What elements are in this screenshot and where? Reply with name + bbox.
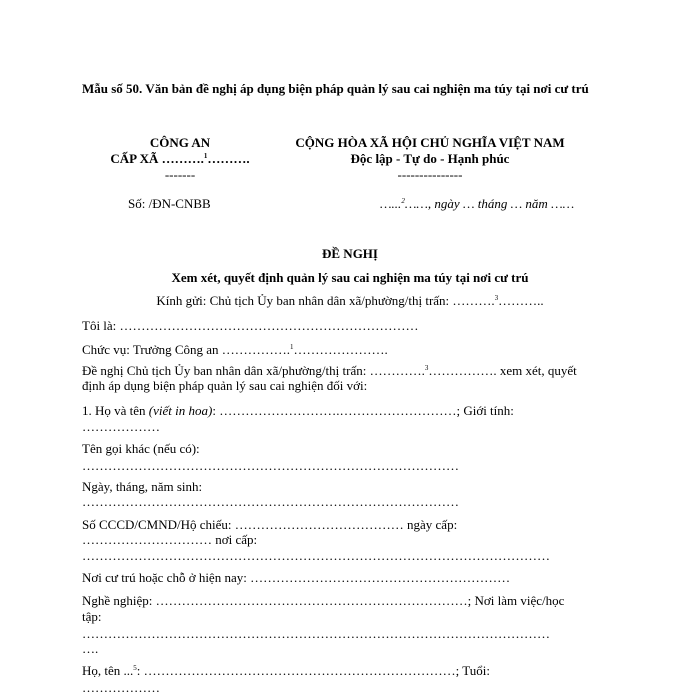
right-header-divider: --------------- xyxy=(397,167,463,182)
field-birth-date: Ngày, tháng, năm sinh: xyxy=(82,479,203,494)
document-title: ĐỀ NGHỊ xyxy=(322,246,378,261)
field-workplace-value-end: …. xyxy=(82,641,99,656)
request-line-2: định áp dụng biện pháp quản lý sau cai nghiện đối với: xyxy=(82,378,368,393)
field-subject-name: 1. Họ và tên (viết in hoa): ……………………….………………………; Giới tính: xyxy=(82,403,514,418)
field-relative-age-value: ……………… xyxy=(82,680,160,695)
document-date: …...$^2$……, ngày … tháng … năm …… xyxy=(380,196,575,211)
field-workplace-value: ……………………………………………………………………………………………… xyxy=(82,626,550,641)
field-residence: Nơi cư trú hoặc chỗ ở hiện nay: …………………………………………………… xyxy=(82,570,511,585)
document-number: Số: /ĐN-CNBB xyxy=(128,196,211,211)
request-line-1: Đề nghị Chủ tịch Ủy ban nhân dân xã/phường/thị trấn: ………….$^3$……………. xem xét, quyết xyxy=(82,363,577,378)
field-id-issue-place-value: ……………………………………………………………………………………………… xyxy=(82,548,550,563)
field-workplace-label: tập: xyxy=(82,609,102,624)
recipient: Kính gửi: Chủ tịch Ủy ban nhân dân xã/phường/thị trấn: ……….$^3$……….. xyxy=(156,293,544,308)
form-title: Mẫu số 50. Văn bản đề nghị áp dụng biện pháp quản lý sau cai nghiện ma túy tại nơi cư trú xyxy=(82,81,589,96)
field-position: Chức vụ: Trưởng Công an …………….$^1$…………………. xyxy=(82,342,388,357)
field-full-name-reporter: Tôi là: …………………………………………………………… xyxy=(82,318,419,333)
field-gender-value: ……………… xyxy=(82,419,160,434)
left-header-agency: CÔNG AN xyxy=(149,135,211,150)
field-relative-name: Họ, tên ...$^5$: ………………………………………………………………; Tuổi: xyxy=(82,663,490,678)
field-other-name: Tên gọi khác (nếu có): xyxy=(82,441,200,456)
field-id-number: Số CCCD/CMND/Hộ chiếu: ………………………………… ngày cấp: xyxy=(82,517,458,532)
left-header-level: CẤP XÃ ……….$^1$………. xyxy=(110,151,250,166)
left-header-divider: ------- xyxy=(164,167,196,182)
field-birth-date-value: …………………………………………………………………………… xyxy=(82,494,459,509)
national-motto: Độc lập - Tự do - Hạnh phúc xyxy=(350,151,510,166)
national-title: CỘNG HÒA XÃ HỘI CHỦ NGHĨA VIỆT NAM xyxy=(295,135,565,150)
field-other-name-value: …………………………………………………………………………… xyxy=(82,458,459,473)
document-subtitle: Xem xét, quyết định quản lý sau cai nghiện ma túy tại nơi cư trú xyxy=(171,270,529,285)
field-occupation: Nghề nghiệp: ………………………………………………………………; Nơi làm việc/học xyxy=(82,593,565,608)
field-id-issue-place: ………………………… nơi cấp: xyxy=(82,532,258,547)
